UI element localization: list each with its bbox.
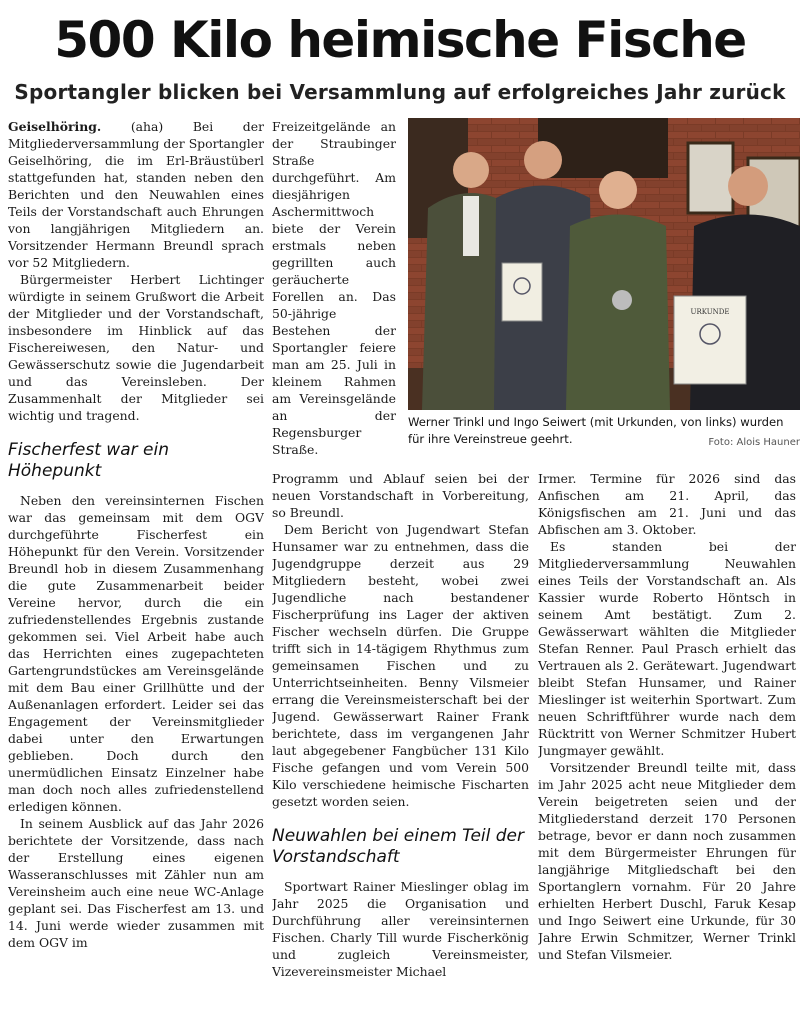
- paragraph-elections: Es standen bei der Mitgliederversammlung Neuwahlen eines Teils der Vorstandschaft an. Als Kassier wurde Roberto Höntsch in seinem Amt bestätigt. Zum 2. Gewässerwart wählten die Mitglieder Stefan Renner. Paul Prasch erhielt das Vertrauen als 2. Gerätewart. Jugendwart bleibt Stefan Hunsamer, und Rainer Mieslinger ist weiterhin Sportwart. Zum neuen Schriftführer wurde nach dem Rücktritt von Werner Schmitzer Hubert Jungmayer gewählt.: [538, 539, 796, 758]
- certificate-label: URKUNDE: [690, 308, 730, 316]
- article-photo: [408, 118, 800, 410]
- photo-illustration: [408, 118, 800, 410]
- paragraph-program: Programm und Ablauf seien bei der neuen Vorstandschaft in Vorbereitung, so Breundl.: [272, 471, 529, 520]
- caption-text: Werner Trinkl und Ingo Seiwert (mit Urkunden, von links) wurden für ihre Vereinstreue geehrt.: [408, 415, 784, 446]
- article-column-3: [538, 470, 796, 1013]
- paragraph-intro-text: (aha) Bei der Mitgliederversammlung der Sportangler Geiselhöring, die im Erl-Bräustüberl stattgefunden hat, standen neben den Berichten und den Neuwahlen eines Teils der Vorstandschaft auch Ehrungen von langjährigen Mitgliedern an. Vorsitzender Hermann Breundl sprach vor 52 Mitgliedern.: [8, 119, 264, 270]
- paragraph-youth: Dem Bericht von Jugendwart Stefan Hunsamer war zu entnehmen, dass die Jugendgruppe derzeit aus 29 Mitgliedern besteht, wobei zwei Jugendliche nach bestandener Fischerprüfung ins Lager der aktiven Fischer wechseln dürfen. Die Gruppe trifft sich in 14-tägigem Rhythmus zum gemeinsamen Fischen und zu Unterrichtseinheiten. Benny Vilsmeier errang die Vereinsmeisterschaft bei der Jugend. Gewässerwart Rainer Frank berichtete, dass im vergangenen Jahr laut abgegebener Fangbücher 131 Kilo Fische gefangen und vom Verein 500 Kilo verschiedene heimische Fischarten gesetzt worden seien.: [272, 522, 529, 809]
- photo-credit: Foto: Alois Hauner: [708, 437, 800, 448]
- photo-caption: [408, 414, 800, 451]
- section-heading-fischerfest: Fischerfest war ein Höhepunkt: [8, 440, 169, 481]
- paragraph-fischerfest: Neben den vereinsinternen Fischen war das gemeinsam mit dem OGV durchgeführte Fischerfest ein Höhepunkt für den Verein. Vorsitzender Breundl hob in diesem Zusammenhang die gute Zusammenarbeit beider Vereine hervor, durch die ein zufriedenstellendes Ergebnis zustande gekommen sei. Viel Arbeit habe auch das Herrichten eines zugepachteten Gartengrundstückes am Vereinsgelände mit dem Bau einer Grillhütte und der Außenanlagen erfordert. Leider sei das Engagement der Vereinsmitglieder dabei unter den Erwartungen geblieben. Doch durch den unermüdlichen Einsatz Einzelner habe man doch noch alles zufriedenstellend erledigen können.: [8, 493, 264, 814]
- dateline: Geiselhöring.: [8, 119, 102, 134]
- article-column-2-top: [272, 118, 396, 468]
- headline: 500 Kilo heimische Fische: [54, 11, 746, 69]
- article-column-1: [8, 118, 264, 1013]
- article-column-2: [272, 470, 529, 1013]
- section-heading-neuwahlen: Neuwahlen bei einem Teil der Vorstandschaft: [272, 826, 524, 867]
- paragraph-mayor: Bürgermeister Herbert Lichtinger würdigte in seinem Grußwort die Arbeit der Mitglieder und der Vorstandschaft, insbesondere im Hinblick auf das Fischereiwesen, den Natur- und Gewässerschutz sowie die Jugendarbeit und das Vereinsleben. Der Zusammenhalt der Mitglieder sei wichtig und tragend.: [8, 272, 264, 423]
- paragraph-honors: Vorsitzender Breundl teilte mit, dass im Jahr 2025 acht neue Mitglieder dem Verein beigetreten seien und der Mitgliederstand derzeit 170 Personen betrage, bevor er dann noch zusammen mit dem Bürgermeister Ehrungen für langjährige Mitgliedschaft bei den Sportanglern vornahm. Für 20 Jahre erhielten Herbert Duschl, Faruk Kesap und Ingo Seiwert eine Urkunde, für 30 Jahre Erwin Schmitzer, Werner Trinkl und Stefan Vilsmeier.: [538, 760, 796, 962]
- paragraph-termine: Irmer. Termine für 2026 sind das Anfischen am 21. April, das Königsfischen am 21. Juni und das Abfischen am 3. Oktober.: [538, 471, 796, 537]
- paragraph-freizeitgelaende: Freizeitgelände an der Straubinger Straße durchgeführt. Am diesjährigen Aschermittwoch biete der Verein erstmals neben gegrillten auch geräucherte Forellen an. Das 50-jährige Bestehen der Sportangler feiere man am 25. Juli in kleinem Rahmen am Vereinsgelände an der Regensburger Straße.: [272, 119, 396, 457]
- paragraph-intro: [8, 118, 264, 271]
- paragraph-outlook: In seinem Ausblick auf das Jahr 2026 berichtete der Vorsitzende, dass nach der Erstellung eines eigenen Wasseranschlusses mit Zähler nun am Vereinsheim auch eine neue WC-Anlage geplant sei. Das Fischerfest am 13. und 14. Juni werde wieder zusammen mit dem OGV im: [8, 816, 264, 950]
- subheadline: Sportangler blicken bei Versammlung auf erfolgreiches Jahr zurück: [14, 80, 786, 104]
- paragraph-sportwart: Sportwart Rainer Mieslinger oblag im Jahr 2025 die Organisation und Durchführung aller vereinsinternen Fischen. Charly Till wurde Fischerkönig und zugleich Vereinsmeister, Vizevereinsmeister Michael: [272, 879, 529, 979]
